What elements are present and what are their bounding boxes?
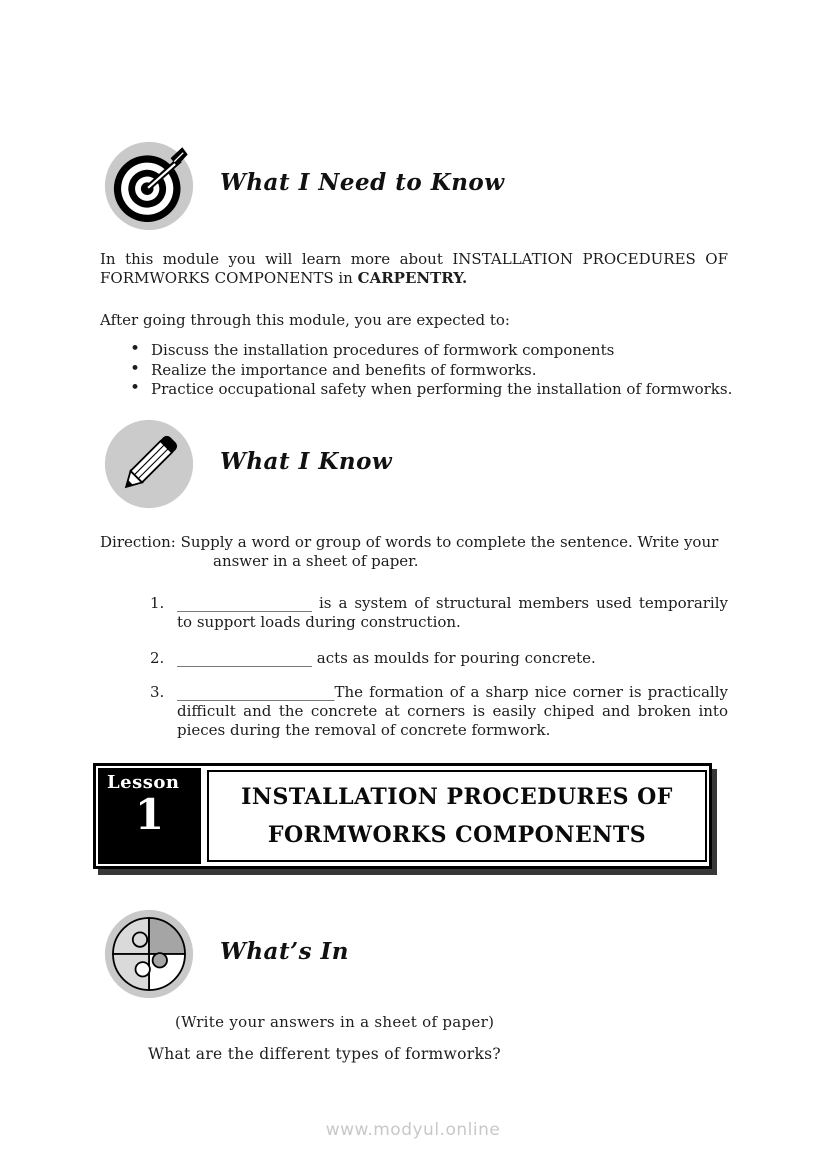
- puzzle-icon: [104, 909, 194, 999]
- whats-in-question: What are the different types of formworks?: [148, 1045, 502, 1063]
- intro-bold-text: CARPENTRY.: [357, 269, 468, 287]
- lesson-title-box: [207, 770, 707, 862]
- objective-item: • Discuss the installation procedures of formwork components: [128, 341, 734, 361]
- question-number: 1.: [150, 594, 165, 612]
- lesson-banner: [93, 763, 712, 869]
- objective-item: • Practice occupational safety when performing the installation of formworks.: [128, 380, 734, 400]
- lesson-title-line-2: FORMWORKS COMPONENTS: [267, 822, 647, 848]
- expectation-lead: After going through this module, you are expected to:: [100, 311, 510, 329]
- footer-watermark-url: www.modyul.online: [325, 1120, 501, 1140]
- heading-whats-in: What’s In: [220, 938, 350, 965]
- question-number: 3.: [150, 683, 165, 701]
- question-text: __________________ is a system of structural members used temporarily to support loads during construction.: [177, 594, 728, 631]
- direction-line-2: answer in a sheet of paper.: [213, 552, 419, 570]
- objective-item: • Realize the importance and benefits of formworks.: [128, 361, 734, 381]
- heading-what-i-need-to-know: What I Need to Know: [220, 169, 505, 196]
- lesson-number: 1: [134, 790, 165, 839]
- heading-what-i-know: What I Know: [220, 448, 393, 475]
- target-dart-icon: [104, 141, 194, 231]
- whats-in-note: (Write your answers in a sheet of paper): [175, 1013, 495, 1031]
- question-1: [150, 594, 728, 632]
- lesson-number-box: [98, 768, 201, 864]
- intro-paragraph: [100, 250, 728, 288]
- intro-text: In this module you will learn more about INSTALLATION PROCEDURES OF FORMWORKS COMPONENTS in: [100, 250, 728, 287]
- question-text: __________________ acts as moulds for pouring concrete.: [177, 649, 596, 667]
- question-2: [150, 649, 728, 668]
- lesson-label: Lesson: [107, 772, 180, 793]
- direction-line-1: Direction: Supply a word or group of words to complete the sentence. Write your: [100, 533, 719, 551]
- pencil-icon: [104, 419, 194, 509]
- question-3: [150, 683, 728, 740]
- question-text: _____________________The formation of a sharp nice corner is practically difficult and the concrete at corners is easily chiped and broken into pieces during the removal of concrete formwork.: [177, 683, 728, 739]
- lesson-title-line-1: INSTALLATION PROCEDURES OF: [241, 784, 673, 810]
- objectives-list: [128, 341, 734, 400]
- question-number: 2.: [150, 649, 165, 667]
